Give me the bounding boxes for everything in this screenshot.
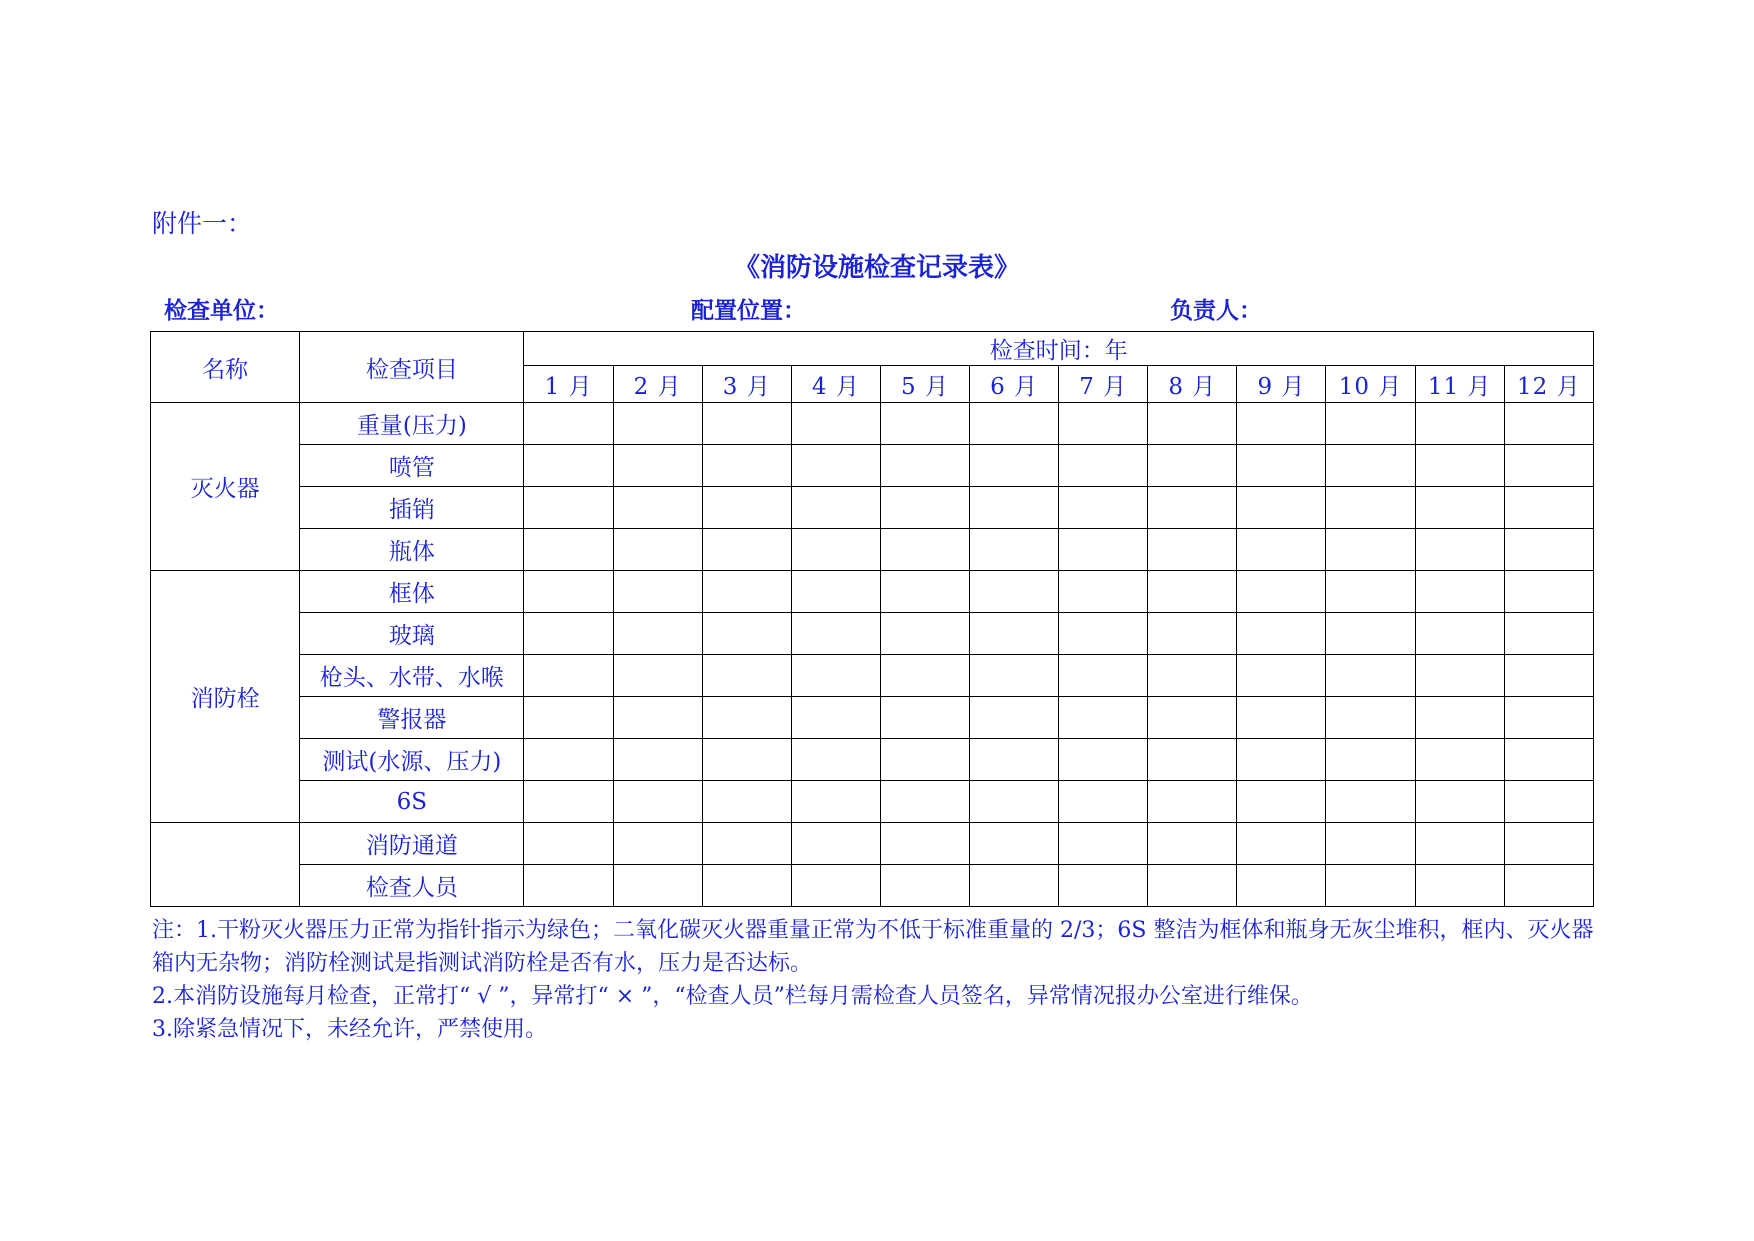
month-check-cell[interactable] — [791, 487, 880, 529]
month-check-cell[interactable] — [791, 613, 880, 655]
owner-label: 负责人： — [1170, 297, 1262, 324]
month-check-cell[interactable] — [702, 781, 791, 823]
month-check-cell[interactable] — [1059, 613, 1148, 655]
month-check-cell[interactable] — [1504, 697, 1593, 739]
month-header: 1 月 — [524, 366, 613, 403]
month-check-cell[interactable] — [524, 781, 613, 823]
month-check-cell[interactable] — [791, 697, 880, 739]
inspection-item: 消防通道 — [300, 823, 524, 865]
month-check-cell[interactable] — [1148, 823, 1237, 865]
month-check-cell[interactable] — [1326, 487, 1415, 529]
month-check-cell[interactable] — [1237, 823, 1326, 865]
inspection-item: 喷管 — [300, 445, 524, 487]
month-check-cell[interactable] — [880, 865, 969, 907]
month-check-cell[interactable] — [880, 445, 969, 487]
month-header: 8 月 — [1148, 366, 1237, 403]
month-check-cell[interactable] — [880, 529, 969, 571]
inspection-item: 重量(压力) — [300, 403, 524, 445]
month-check-cell[interactable] — [970, 865, 1059, 907]
month-check-cell[interactable] — [702, 655, 791, 697]
month-check-cell[interactable] — [524, 865, 613, 907]
month-check-cell[interactable] — [1504, 571, 1593, 613]
table-row — [151, 487, 1594, 529]
month-check-cell[interactable] — [613, 403, 702, 445]
month-check-cell[interactable] — [1326, 655, 1415, 697]
month-check-cell[interactable] — [1326, 697, 1415, 739]
month-check-cell[interactable] — [524, 655, 613, 697]
month-check-cell[interactable] — [1059, 865, 1148, 907]
table-row — [151, 697, 1594, 739]
month-check-cell[interactable] — [880, 697, 969, 739]
month-check-cell[interactable] — [1415, 445, 1504, 487]
month-check-cell[interactable] — [880, 613, 969, 655]
month-check-cell[interactable] — [1504, 655, 1593, 697]
header-name: 名称 — [151, 332, 300, 403]
group-name: 消防栓 — [151, 571, 300, 823]
month-check-cell[interactable] — [1237, 571, 1326, 613]
inspection-item: 玻璃 — [300, 613, 524, 655]
month-check-cell[interactable] — [1415, 403, 1504, 445]
month-check-cell[interactable] — [1059, 739, 1148, 781]
month-check-cell[interactable] — [1415, 529, 1504, 571]
month-check-cell[interactable] — [613, 571, 702, 613]
month-check-cell[interactable] — [970, 445, 1059, 487]
month-check-cell[interactable] — [1326, 571, 1415, 613]
month-check-cell[interactable] — [524, 445, 613, 487]
month-check-cell[interactable] — [791, 571, 880, 613]
month-check-cell[interactable] — [1148, 529, 1237, 571]
inspection-item: 枪头、水带、水喉 — [300, 655, 524, 697]
month-check-cell[interactable] — [1326, 445, 1415, 487]
inspection-item: 检查人员 — [300, 865, 524, 907]
month-check-cell[interactable] — [613, 655, 702, 697]
month-header: 9 月 — [1237, 366, 1326, 403]
month-check-cell[interactable] — [1326, 823, 1415, 865]
inspection-item: 6S — [300, 781, 524, 823]
month-check-cell[interactable] — [970, 781, 1059, 823]
month-check-cell[interactable] — [613, 697, 702, 739]
month-check-cell[interactable] — [1326, 403, 1415, 445]
table-row — [151, 445, 1594, 487]
table-row — [151, 739, 1594, 781]
month-check-cell[interactable] — [880, 403, 969, 445]
month-check-cell[interactable] — [880, 781, 969, 823]
month-check-cell[interactable] — [1148, 403, 1237, 445]
month-check-cell[interactable] — [1504, 781, 1593, 823]
month-header: 10 月 — [1326, 366, 1415, 403]
month-check-cell[interactable] — [1148, 865, 1237, 907]
month-check-cell[interactable] — [791, 403, 880, 445]
month-check-cell[interactable] — [791, 739, 880, 781]
month-check-cell[interactable] — [524, 613, 613, 655]
month-header: 6 月 — [970, 366, 1059, 403]
month-check-cell[interactable] — [880, 823, 969, 865]
month-check-cell[interactable] — [1059, 529, 1148, 571]
month-check-cell[interactable] — [970, 613, 1059, 655]
month-check-cell[interactable] — [702, 571, 791, 613]
month-check-cell[interactable] — [613, 529, 702, 571]
month-header: 11 月 — [1415, 366, 1504, 403]
month-check-cell[interactable] — [524, 739, 613, 781]
month-check-cell[interactable] — [1504, 487, 1593, 529]
month-check-cell[interactable] — [1504, 823, 1593, 865]
month-check-cell[interactable] — [791, 529, 880, 571]
group-name: 灭火器 — [151, 403, 300, 571]
month-check-cell[interactable] — [702, 487, 791, 529]
document-title: 《消防设施检查记录表》 — [733, 253, 1020, 283]
month-check-cell[interactable] — [970, 487, 1059, 529]
month-check-cell[interactable] — [524, 823, 613, 865]
month-check-cell[interactable] — [1237, 655, 1326, 697]
month-check-cell[interactable] — [702, 403, 791, 445]
month-check-cell[interactable] — [1148, 445, 1237, 487]
month-check-cell[interactable] — [970, 655, 1059, 697]
month-check-cell[interactable] — [791, 865, 880, 907]
month-check-cell[interactable] — [1237, 739, 1326, 781]
month-check-cell[interactable] — [970, 571, 1059, 613]
month-check-cell[interactable] — [1504, 403, 1593, 445]
month-check-cell[interactable] — [880, 739, 969, 781]
month-check-cell[interactable] — [1326, 529, 1415, 571]
month-check-cell[interactable] — [613, 487, 702, 529]
month-check-cell[interactable] — [1415, 697, 1504, 739]
month-check-cell[interactable] — [1415, 613, 1504, 655]
month-check-cell[interactable] — [524, 697, 613, 739]
month-check-cell[interactable] — [1504, 739, 1593, 781]
month-check-cell[interactable] — [1059, 655, 1148, 697]
month-check-cell[interactable] — [1059, 403, 1148, 445]
month-check-cell[interactable] — [613, 865, 702, 907]
month-check-cell[interactable] — [1326, 613, 1415, 655]
month-check-cell[interactable] — [1237, 487, 1326, 529]
month-check-cell[interactable] — [1059, 487, 1148, 529]
month-check-cell[interactable] — [880, 571, 969, 613]
month-check-cell[interactable] — [1148, 781, 1237, 823]
month-check-cell[interactable] — [1504, 529, 1593, 571]
month-check-cell[interactable] — [1148, 655, 1237, 697]
month-check-cell[interactable] — [702, 697, 791, 739]
inspection-item: 警报器 — [300, 697, 524, 739]
month-check-cell[interactable] — [970, 823, 1059, 865]
table-row — [151, 571, 1594, 613]
month-header: 12 月 — [1504, 366, 1593, 403]
month-check-cell[interactable] — [791, 781, 880, 823]
inspection-unit-label: 检查单位： — [164, 297, 279, 324]
month-check-cell[interactable] — [1504, 445, 1593, 487]
group-name — [151, 823, 300, 907]
month-check-cell[interactable] — [1237, 865, 1326, 907]
month-check-cell[interactable] — [1504, 865, 1593, 907]
month-check-cell[interactable] — [1237, 781, 1326, 823]
table-row — [151, 781, 1594, 823]
table-row — [151, 613, 1594, 655]
month-check-cell[interactable] — [524, 403, 613, 445]
month-check-cell[interactable] — [1148, 487, 1237, 529]
month-check-cell[interactable] — [1148, 571, 1237, 613]
month-check-cell[interactable] — [1148, 613, 1237, 655]
month-check-cell[interactable] — [970, 403, 1059, 445]
table-row — [151, 655, 1594, 697]
table-row — [151, 865, 1594, 907]
month-check-cell[interactable] — [613, 739, 702, 781]
inspection-item: 测试(水源、压力) — [300, 739, 524, 781]
month-check-cell[interactable] — [613, 781, 702, 823]
month-check-cell[interactable] — [1415, 739, 1504, 781]
month-check-cell[interactable] — [702, 613, 791, 655]
notes — [152, 914, 1612, 1046]
month-check-cell[interactable] — [1504, 613, 1593, 655]
month-check-cell[interactable] — [1237, 445, 1326, 487]
month-check-cell[interactable] — [1415, 781, 1504, 823]
month-check-cell[interactable] — [1237, 613, 1326, 655]
month-check-cell[interactable] — [1148, 697, 1237, 739]
month-check-cell[interactable] — [1415, 823, 1504, 865]
month-check-cell[interactable] — [791, 655, 880, 697]
month-check-cell[interactable] — [1415, 655, 1504, 697]
month-check-cell[interactable] — [702, 823, 791, 865]
month-check-cell[interactable] — [613, 613, 702, 655]
month-check-cell[interactable] — [880, 655, 969, 697]
month-check-cell[interactable] — [1059, 571, 1148, 613]
month-check-cell[interactable] — [702, 445, 791, 487]
month-check-cell[interactable] — [791, 445, 880, 487]
month-check-cell[interactable] — [1237, 529, 1326, 571]
month-check-cell[interactable] — [1415, 865, 1504, 907]
month-check-cell[interactable] — [1326, 865, 1415, 907]
month-check-cell[interactable] — [970, 529, 1059, 571]
month-header: 2 月 — [613, 366, 702, 403]
note-2: 2.本消防设施每月检查，正常打“ √ ”，异常打“ × ”，“检查人员”栏每月需检查人员签名，异常情况报办公室进行维保。 — [152, 984, 1313, 1009]
attachment-label: 附件一： — [152, 209, 253, 238]
note-3: 3.除紧急情况下，未经允许，严禁使用。 — [152, 1017, 547, 1042]
month-check-cell[interactable] — [1415, 487, 1504, 529]
month-check-cell[interactable] — [791, 823, 880, 865]
month-check-cell[interactable] — [1059, 697, 1148, 739]
month-check-cell[interactable] — [1059, 781, 1148, 823]
month-check-cell[interactable] — [702, 529, 791, 571]
table-row — [151, 403, 1594, 445]
month-check-cell[interactable] — [1059, 445, 1148, 487]
month-header: 4 月 — [791, 366, 880, 403]
inspection-table — [150, 331, 1594, 907]
month-check-cell[interactable] — [1148, 739, 1237, 781]
month-header: 5 月 — [880, 366, 969, 403]
month-check-cell[interactable] — [613, 823, 702, 865]
inspection-item: 框体 — [300, 571, 524, 613]
month-check-cell[interactable] — [1237, 403, 1326, 445]
month-check-cell[interactable] — [524, 571, 613, 613]
month-check-cell[interactable] — [970, 697, 1059, 739]
month-check-cell[interactable] — [524, 487, 613, 529]
month-check-cell[interactable] — [702, 865, 791, 907]
month-check-cell[interactable] — [880, 487, 969, 529]
month-check-cell[interactable] — [1059, 823, 1148, 865]
inspection-item: 瓶体 — [300, 529, 524, 571]
month-check-cell[interactable] — [1326, 739, 1415, 781]
inspection-item: 插销 — [300, 487, 524, 529]
table-row — [151, 529, 1594, 571]
month-check-cell[interactable] — [970, 739, 1059, 781]
location-label: 配置位置： — [691, 297, 806, 324]
month-check-cell[interactable] — [613, 445, 702, 487]
month-check-cell[interactable] — [702, 739, 791, 781]
header-inspection-time: 检查时间：年 — [524, 332, 1594, 366]
month-check-cell[interactable] — [1326, 781, 1415, 823]
month-check-cell[interactable] — [524, 529, 613, 571]
month-header: 7 月 — [1059, 366, 1148, 403]
month-header: 3 月 — [702, 366, 791, 403]
table-row — [151, 823, 1594, 865]
note-1: 注：1.干粉灭火器压力正常为指针指示为绿色；二氧化碳灭火器重量正常为不低于标准重量的 2/3；6S 整洁为框体和瓶身无灰尘堆积，框内、灭火器箱内无杂物；消防栓测试是指测试消防栓是否有水，压力是否达标。 — [152, 918, 1594, 976]
header-inspection-item: 检查项目 — [300, 332, 524, 403]
month-check-cell[interactable] — [1237, 697, 1326, 739]
month-check-cell[interactable] — [1415, 571, 1504, 613]
